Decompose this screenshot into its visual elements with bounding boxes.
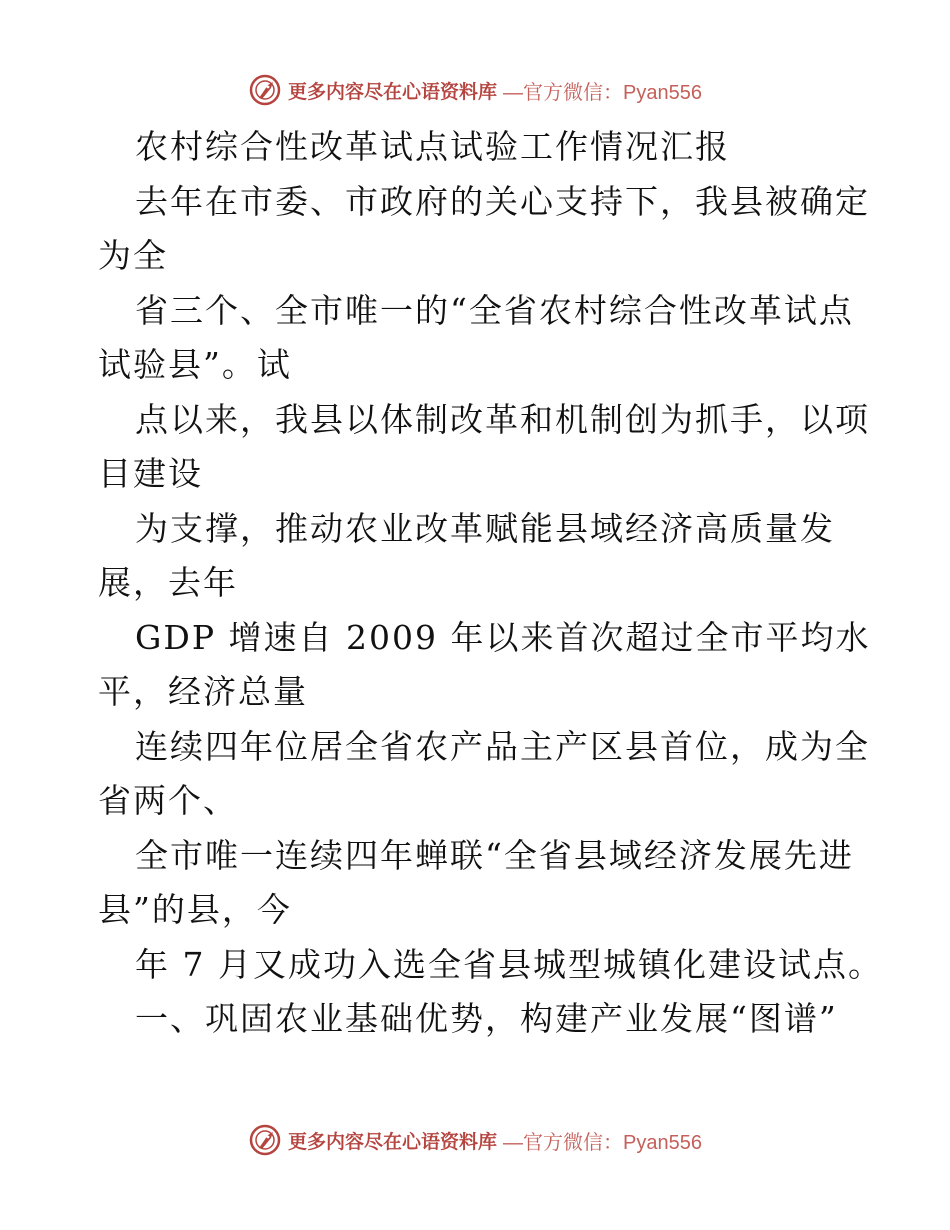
banner-contact-text: —官方微信：Pyan556 [503,1131,702,1154]
paragraph-line: 省三个、全市唯一的“全省农村综合性改革试点 [135,290,854,330]
paragraph-line: 年 7 月又成功入选全省县城型城镇化建设试点。 [135,944,883,984]
pen-nib-circle-icon [248,73,282,107]
paragraph-line: 点以来，我县以体制改革和机制创为抓手，以项 [135,399,870,439]
document-body [98,120,883,1047]
paragraph-line: 平，经济总量 [98,672,308,711]
banner-contact-text: —官方微信：Pyan556 [503,81,702,104]
paragraph-line: 全市唯一连续四年蝉联“全省县域经济发展先进 [135,835,854,875]
paragraph-line: 省两个、 [98,781,238,820]
pen-nib-circle-icon [248,1123,282,1157]
banner-brand-text: 更多内容尽在心语资料库 [288,1130,498,1153]
paragraph-line: 连续四年位居全省农产品主产区县首位，成为全 [135,726,870,766]
header-banner [0,70,950,110]
paragraph-line: 为支撑，推动农业改革赋能县域经济高质量发 [135,508,835,548]
paragraph-line: 去年在市委、市政府的关心支持下，我县被确定 [135,181,870,221]
paragraph-line: 试验县”。试 [98,345,292,384]
banner-brand-text: 更多内容尽在心语资料库 [288,80,498,103]
paragraph-line: 为全 [98,236,168,275]
paragraph-line: GDP 增速自 2009 年以来首次超过全市平均水 [135,617,871,657]
paragraph-line: 县”的县，今 [98,890,292,929]
footer-banner [0,1120,950,1160]
document-title: 农村综合性改革试点试验工作情况汇报 [135,127,730,166]
paragraph-line: 目建设 [98,454,203,493]
paragraph-line: 展，去年 [98,563,238,602]
section-heading: 一、巩固农业基础优势，构建产业发展“图谱” [135,999,838,1038]
